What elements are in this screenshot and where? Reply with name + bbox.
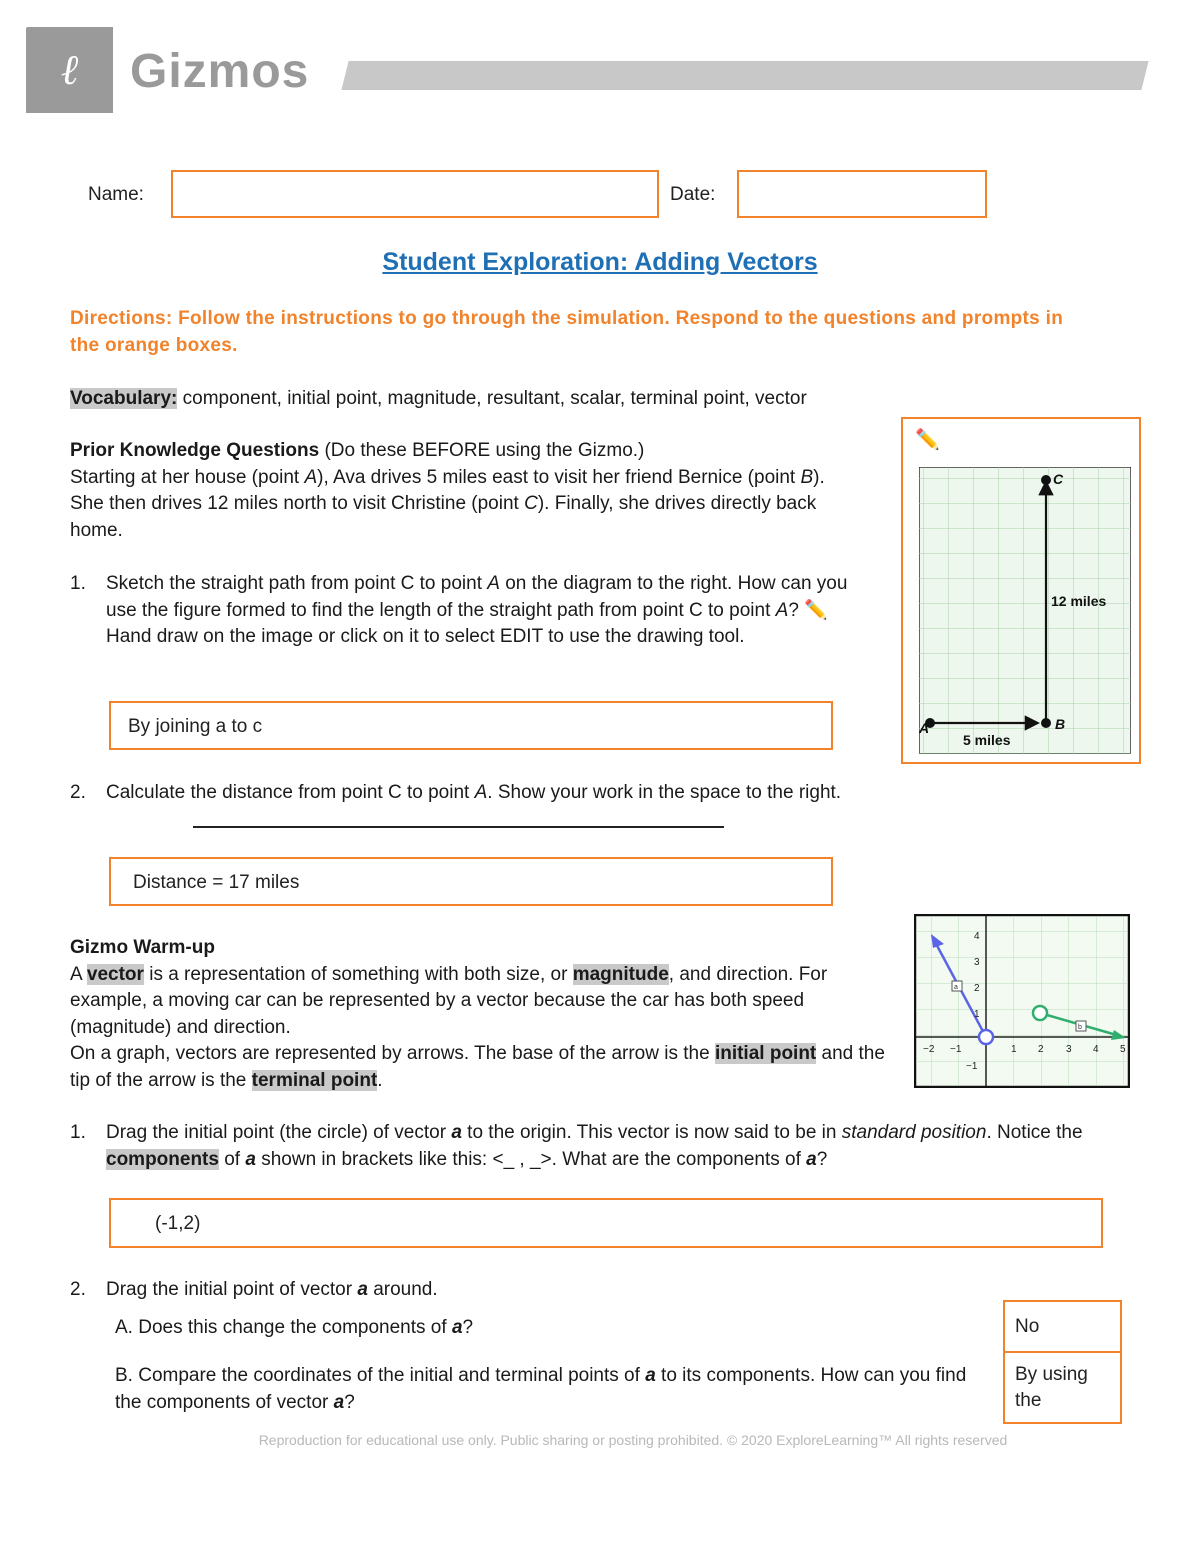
vector-b-initial-point[interactable] bbox=[1033, 1006, 1047, 1020]
brand-name: Gizmos bbox=[130, 45, 310, 98]
y-tick: 2 bbox=[974, 983, 980, 994]
header-bar bbox=[341, 61, 1148, 90]
point-b bbox=[1041, 718, 1051, 728]
label-b: B bbox=[1055, 716, 1066, 732]
vector-graph[interactable] bbox=[914, 914, 1130, 1088]
point-c bbox=[1041, 475, 1051, 485]
warmup-heading: Gizmo Warm-up bbox=[70, 937, 215, 958]
prior-heading: Prior Knowledge Questions bbox=[70, 440, 320, 461]
date-field[interactable] bbox=[737, 170, 987, 218]
vector-b-label: b bbox=[1078, 1024, 1082, 1031]
warmup-question-1: Drag the initial point (the circle) of vector a to the origin. This vector is now said to be in standard position. Notice the components of a shown in brackets like this: <_ , _>. What are the components of a? bbox=[106, 1122, 1083, 1170]
x-tick: −1 bbox=[950, 1044, 962, 1055]
y-tick: 1 bbox=[974, 1009, 980, 1020]
answer-text: No bbox=[1015, 1316, 1040, 1337]
warmup-question-2b: B. Compare the coordinates of the initial and terminal points of a to its components. How can you find the components of vector a? bbox=[115, 1365, 967, 1413]
directions: Directions: Follow the instructions to go through the simulation. Respond to the questions and prompts in the orange boxes. bbox=[70, 308, 1064, 356]
answer-box-prior-1[interactable] bbox=[109, 701, 833, 750]
answer-text: (-1,2) bbox=[155, 1213, 201, 1234]
vocabulary bbox=[70, 386, 920, 413]
answer-cell-2b[interactable] bbox=[1005, 1353, 1120, 1414]
question-number: 2. bbox=[70, 782, 86, 803]
x-tick: 1 bbox=[1011, 1044, 1017, 1055]
warmup-question-2a: A. Does this change the components of a? bbox=[115, 1317, 474, 1338]
answer-cell-2a[interactable] bbox=[1005, 1302, 1120, 1353]
gizmos-logo-mark: ℓ bbox=[26, 27, 113, 113]
label-a: A bbox=[919, 720, 930, 736]
question-number: 2. bbox=[70, 1279, 86, 1300]
x-tick: 2 bbox=[1038, 1044, 1044, 1055]
name-label: Name: bbox=[88, 184, 144, 205]
y-tick: −1 bbox=[966, 1061, 978, 1072]
answer-box-warmup-2 bbox=[1003, 1300, 1122, 1424]
warmup-intro: Gizmo Warm-up A vector is a representation of something with both size, or magnitude, and direction. For example, a moving car can be represented by a vector because the car has both speed (magnitude) and direction. On a graph, vectors are represented by arrows. The base of the arrow is the initial point and the tip of the arrow is the terminal point. bbox=[70, 937, 885, 1091]
term-initial-point: initial point bbox=[714, 1043, 817, 1064]
pencil-icon: ✏️ bbox=[915, 429, 940, 451]
prior-question-1: Sketch the straight path from point C to point A on the diagram to the right. How can you use the figure formed to find the length of the straight path from point C to point A? ✏️ Hand draw on the image or click on it to select EDIT to use the drawing tool. bbox=[106, 573, 848, 647]
x-tick: 3 bbox=[1066, 1044, 1072, 1055]
answer-underline bbox=[193, 826, 724, 828]
vector-a-initial-point[interactable] bbox=[979, 1030, 993, 1044]
footer-copyright: Reproduction for educational use only. Public sharing or posting prohibited. © 2020 ExploreLearning™ All rights reserved bbox=[258, 1432, 1008, 1448]
term-magnitude: magnitude bbox=[572, 963, 669, 985]
answer-box-prior-2[interactable] bbox=[109, 857, 833, 906]
term-terminal-point: terminal point bbox=[251, 1069, 378, 1091]
page-title[interactable]: Student Exploration: Adding Vectors bbox=[382, 248, 818, 276]
vocabulary-label: Vocabulary: bbox=[70, 388, 178, 409]
x-tick: 5 bbox=[1120, 1044, 1126, 1055]
answer-text: By joining a to c bbox=[128, 716, 263, 737]
warmup-question-2: Drag the initial point of vector a around. bbox=[106, 1279, 438, 1300]
label-12-miles: 12 miles bbox=[1051, 593, 1107, 609]
name-field[interactable] bbox=[171, 170, 659, 218]
route-grid bbox=[919, 467, 1131, 754]
label-c: C bbox=[1053, 471, 1064, 487]
vocabulary-terms: component, initial point, magnitude, resultant, scalar, terminal point, vector bbox=[182, 388, 807, 409]
answer-text: Distance = 17 miles bbox=[133, 872, 300, 893]
x-tick: −2 bbox=[923, 1044, 935, 1055]
label-5-miles: 5 miles bbox=[963, 732, 1011, 748]
y-tick: 3 bbox=[974, 957, 980, 968]
y-tick: 4 bbox=[974, 931, 980, 942]
vector-a-label: a bbox=[954, 984, 958, 991]
diagram-ava-route[interactable] bbox=[901, 417, 1141, 764]
question-number: 1. bbox=[70, 573, 86, 594]
prior-heading-note: (Do these BEFORE using the Gizmo.) bbox=[324, 440, 645, 461]
question-number: 1. bbox=[70, 1122, 86, 1143]
date-label: Date: bbox=[670, 184, 716, 205]
answer-box-warmup-1[interactable] bbox=[109, 1198, 1103, 1248]
prior-question-2: Calculate the distance from point C to point A. Show your work in the space to the right. bbox=[106, 782, 842, 803]
term-components: components bbox=[106, 1148, 219, 1170]
prior-knowledge-intro: Prior Knowledge Questions (Do these BEFORE using the Gizmo.) Starting at her house (point A), Ava drives 5 miles east to visit her friend Bernice (point B). She then drives 12 miles north to visit Christine (point C). Finally, she drives directly back home. bbox=[70, 440, 825, 541]
x-tick: 4 bbox=[1093, 1044, 1099, 1055]
answer-text: By using the bbox=[1015, 1364, 1088, 1411]
term-vector: vector bbox=[86, 963, 144, 985]
